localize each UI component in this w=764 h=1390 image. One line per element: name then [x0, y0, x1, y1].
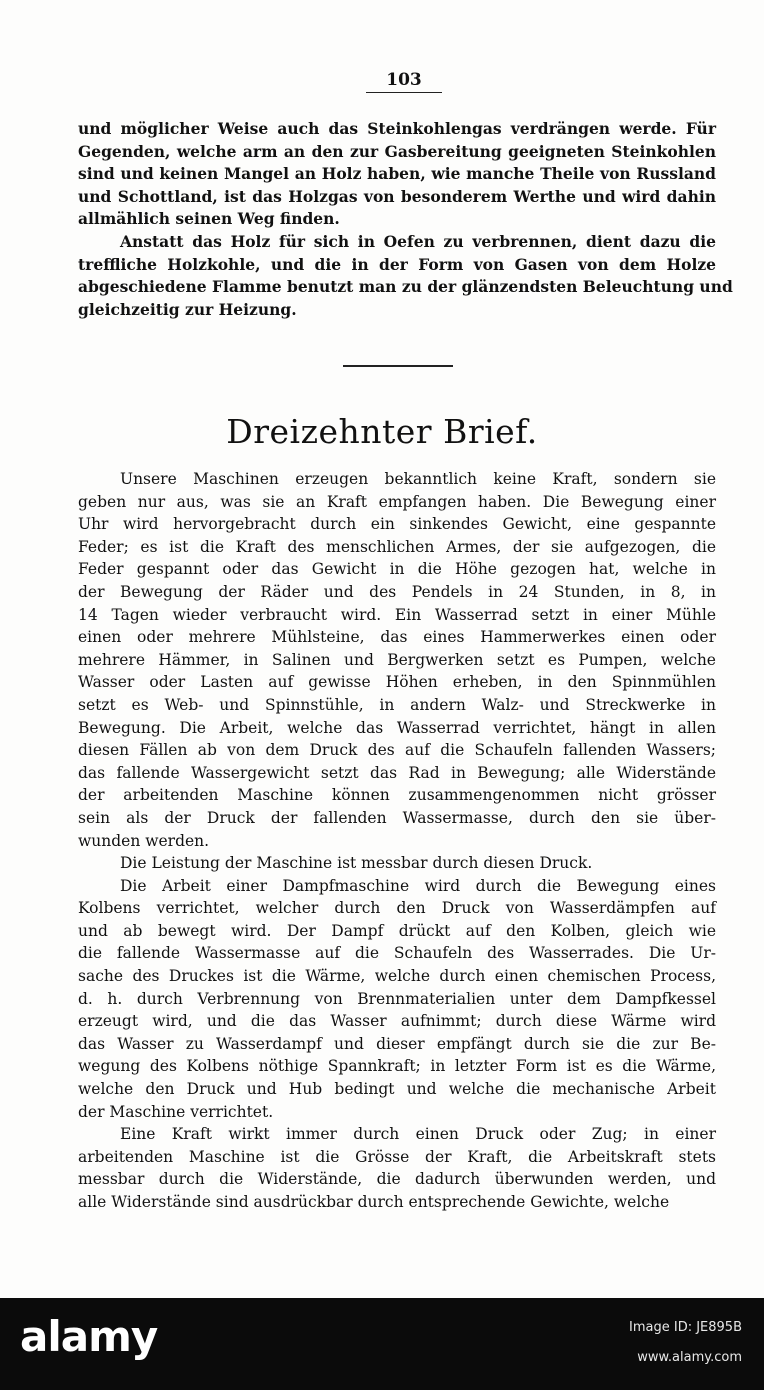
paragraph [78, 231, 733, 321]
text-line: Uhr wird hervorgebracht durch ein sinkendes Gewicht, eine gespannte [78, 515, 716, 534]
text-line: Kolbens verrichtet, welcher durch den Druck von Wasserdämpfen auf [78, 899, 716, 918]
text-line: Die Arbeit einer Dampfmaschine wird durch die Bewegung eines [120, 876, 716, 895]
text-line: wunden werden. [78, 831, 210, 850]
text-line: 14 Tagen wieder verbraucht wird. Ein Wasserrad setzt in einer Mühle [78, 605, 716, 624]
paragraph [78, 118, 716, 231]
text-line: der arbeitenden Maschine können zusammengenommen nicht grösser [78, 786, 716, 805]
text-line: gleichzeitig zur Heizung. [78, 299, 297, 319]
text-line: und möglicher Weise auch das Steinkohlengas verdrängen werde. Für [78, 119, 716, 138]
text-line: sache des Druckes ist die Wärme, welche durch einen chemischen Process, [78, 967, 716, 986]
text-line: wegung des Kolbens nöthige Spannkraft; in letzter Form ist es die Wärme, [78, 1057, 716, 1076]
text-line: erzeugt wird, und die das Wasser aufnimmt; durch diese Wärme wird [78, 1012, 716, 1031]
text-line: alle Widerstände sind ausdrückbar durch entsprechende Gewichte, welche [78, 1193, 670, 1211]
text-line: abgeschiedene Flamme benutzt man zu der glänzendsten Beleuchtung und [78, 277, 733, 297]
top-text-block [78, 118, 733, 321]
text-line: mehrere Hämmer, in Salinen und Bergwerken setzt es Pumpen, welche [78, 650, 716, 669]
text-line: Feder gespannt oder das Gewicht in die Höhe gezogen hat, welche in [78, 560, 716, 579]
text-line: setzt es Web- und Spinnstühle, in andern Walz- und Streckwerke in [78, 695, 716, 714]
text-line: der Bewegung der Räder und des Pendels in 24 Stunden, in 8, in [78, 582, 716, 601]
text-line: Die Leistung der Maschine ist messbar durch diesen Druck. [120, 854, 593, 873]
paragraph [78, 468, 716, 852]
paragraph [78, 1123, 716, 1213]
text-line: und Schottland, ist das Holzgas von besonderem Werthe und wird dahin [78, 186, 716, 206]
chapter-title: Dreizehnter Brief. [226, 412, 538, 451]
paragraph [78, 875, 716, 1124]
text-line: welche den Druck und Hub bedingt und welche die mechanische Arbeit [78, 1080, 716, 1099]
image-id-label: Image ID: JE895B [629, 1320, 742, 1335]
text-line: das Wasser zu Wasserdampf und dieser empfängt durch sie die zur Be- [78, 1034, 716, 1053]
text-line: Eine Kraft wirkt immer durch einen Druck oder Zug; in einer [120, 1125, 716, 1144]
text-line: diesen Fällen ab von dem Druck des auf die Schaufeln fallenden Wassers; [78, 741, 716, 760]
text-line: sind und keinen Mangel an Holz haben, wie manche Theile von Russland [78, 164, 716, 184]
text-line: messbar durch die Widerstände, die dadurch überwunden werden, und [78, 1170, 716, 1189]
text-line: einen oder mehrere Mühlsteine, das eines Hammerwerkes einen oder [78, 628, 716, 647]
paragraph [78, 852, 716, 875]
text-line: allmählich seinen Weg finden. [78, 209, 340, 229]
text-line: Wasser oder Lasten auf gewisse Höhen erheben, in den Spinnmühlen [78, 673, 716, 692]
text-line: Anstatt das Holz für sich in Oefen zu verbrennen, dient dazu die [120, 231, 716, 251]
site-url: www.alamy.com [637, 1350, 742, 1365]
text-line: geben nur aus, was sie an Kraft empfangen haben. Die Bewegung einer [78, 492, 716, 511]
section-divider [343, 365, 453, 367]
text-line: und ab bewegt wird. Der Dampf drückt auf den Kolben, gleich wie [78, 921, 716, 940]
text-line: der Maschine verrichtet. [78, 1102, 274, 1121]
text-line: d. h. durch Verbrennung von Brennmaterialien unter dem Dampfkessel [78, 989, 716, 1008]
page-number: 103 [366, 70, 442, 93]
text-line: Feder; es ist die Kraft des menschlichen Armes, der sie aufgezogen, die [78, 537, 716, 556]
text-line: Unsere Maschinen erzeugen bekanntlich keine Kraft, sondern sie [120, 470, 716, 488]
text-line: die fallende Wassermasse auf die Schaufeln des Wasserrades. Die Ur- [78, 944, 716, 963]
body-text-block [78, 468, 716, 1214]
text-line: Bewegung. Die Arbeit, welche das Wasserrad verrichtet, hängt in allen [78, 718, 716, 737]
text-line: Gegenden, welche arm an den zur Gasbereitung geeigneten Steinkohlen [78, 141, 716, 161]
text-line: treffliche Holzkohle, und die in der Form von Gasen von dem Holze [78, 254, 716, 274]
watermark-footer [0, 1298, 764, 1390]
alamy-logo: alamy [20, 1312, 158, 1361]
text-line: arbeitenden Maschine ist die Grösse der Kraft, die Arbeitskraft stets [78, 1147, 716, 1166]
text-line: sein als der Druck der fallenden Wassermasse, durch den sie über- [78, 808, 716, 827]
text-line: das fallende Wassergewicht setzt das Rad in Bewegung; alle Widerstände [78, 763, 716, 782]
